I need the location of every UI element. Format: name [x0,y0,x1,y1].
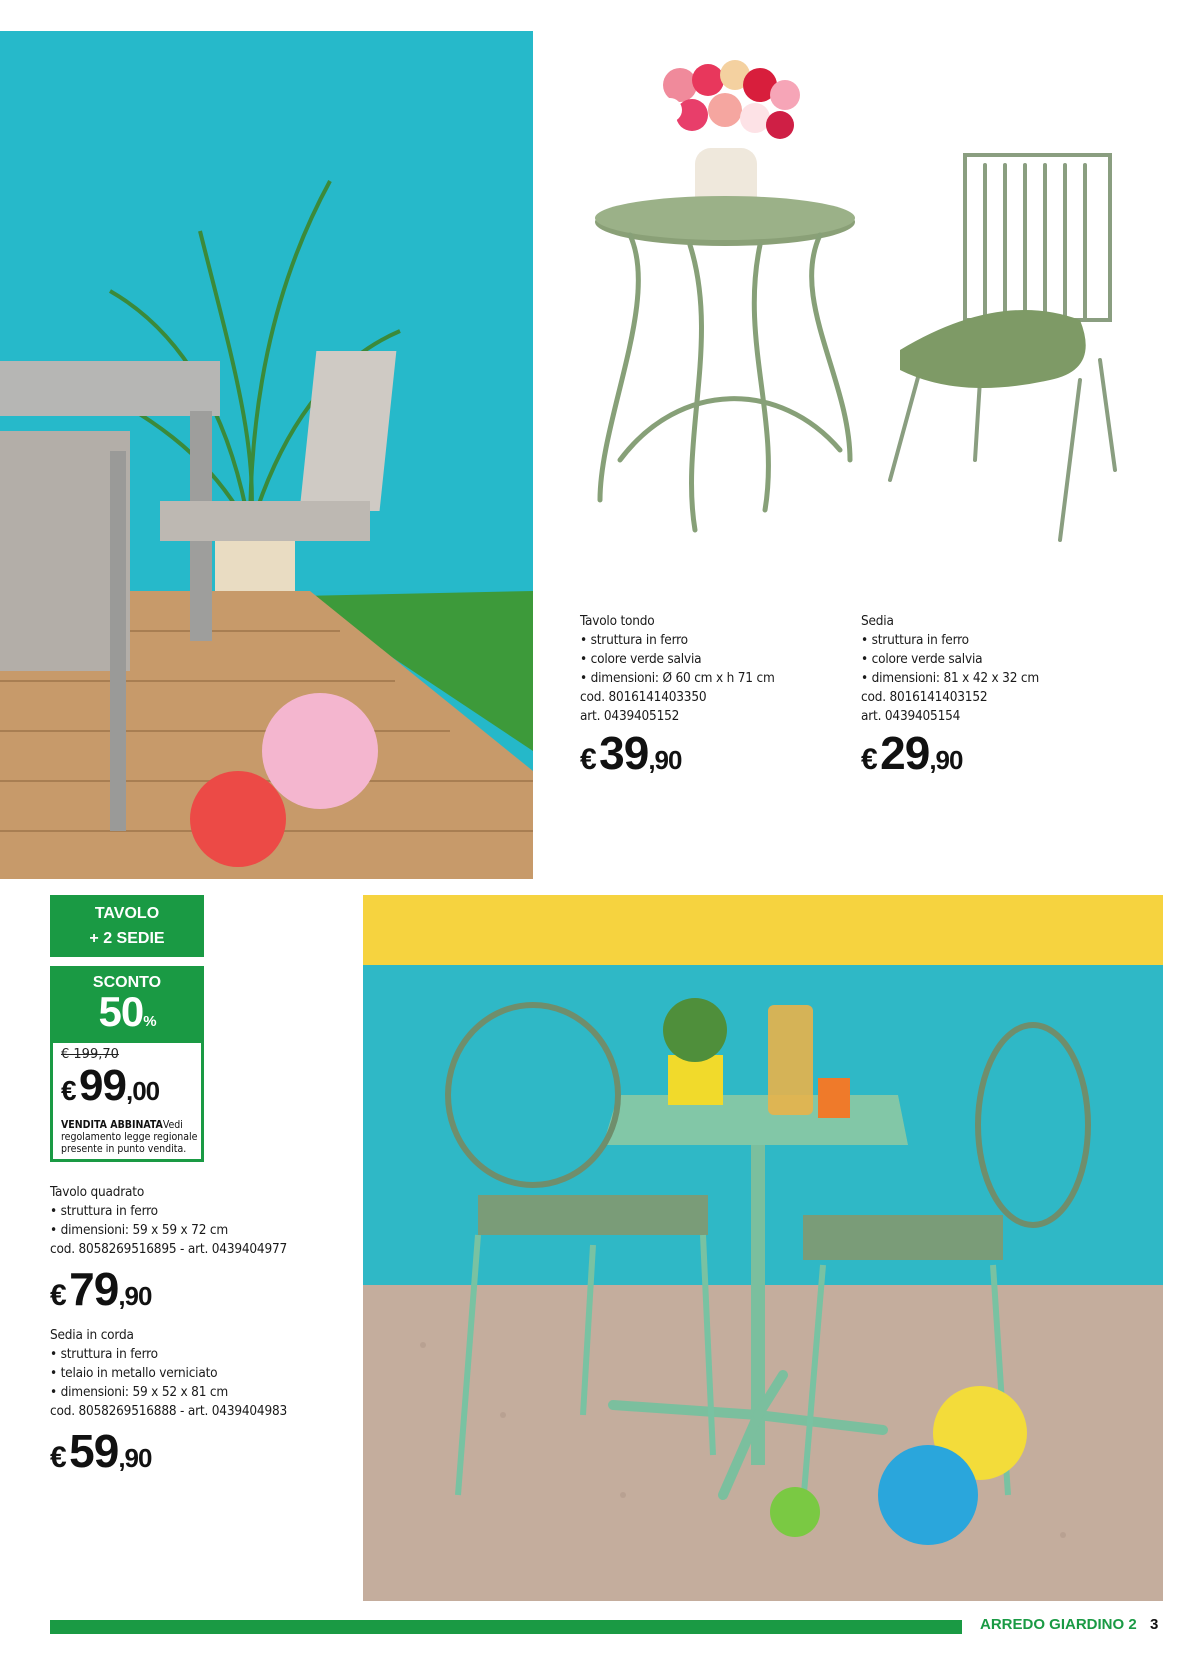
bundle-badge [50,895,204,957]
feature-item: • telaio in metallo verniciato [50,1365,218,1381]
page-number: 3 [1150,1616,1159,1633]
bundle-note-bold: VENDITA ABBINATA [61,1119,163,1131]
price-integer: 59 [69,1425,119,1477]
price-decimal: ,90 [929,745,963,775]
product-code: cod. 8058269516895 - art. 0439404977 [50,1241,288,1257]
price-decimal: ,90 [648,745,682,775]
discount-unit: % [143,1013,156,1030]
bundle-line-1: TAVOLO [94,905,160,922]
feature-item: • struttura in ferro [861,632,969,648]
currency-symbol: € [861,743,877,776]
garden-set-photo [0,31,533,879]
product-code: cod. 8016141403350 [580,689,707,705]
feature-item: • struttura in ferro [580,632,688,648]
discount-banner [53,969,201,1043]
product-code: cod. 8016141403152 [861,689,988,705]
discount-label: SCONTO [92,974,162,991]
square-table-info [50,1183,287,1259]
price-integer: 39 [599,727,649,779]
price-decimal: ,90 [118,1281,152,1311]
price-integer: 29 [880,727,930,779]
round-table-info [580,612,775,726]
currency-symbol: € [61,1075,76,1106]
bistro-set-photo [363,895,1163,1601]
product-name: Sedia in corda [50,1327,134,1343]
rope-chair-info [50,1326,287,1421]
price-integer: 79 [69,1263,119,1315]
chair-info [861,612,1039,726]
product-name: Sedia [861,613,894,629]
product-name: Tavolo tondo [580,613,655,629]
feature-item: • dimensioni: 59 x 52 x 81 cm [50,1384,228,1400]
product-name: Tavolo quadrato [50,1184,145,1200]
old-price: € 199,70 [61,1047,119,1062]
bundle-note [61,1119,201,1155]
chair-price [861,726,962,780]
rope-chair-price [50,1424,151,1478]
feature-item: • struttura in ferro [50,1203,158,1219]
footer-bar [50,1620,962,1634]
feature-item: • colore verde salvia [580,651,702,667]
price-decimal: ,00 [125,1076,160,1106]
bistro-table-and-chair-image [580,40,1180,600]
feature-item: • dimensioni: Ø 60 cm x h 71 cm [580,670,775,686]
article-number: art. 0439405152 [580,708,680,724]
discount-box [50,966,204,1162]
feature-item: • dimensioni: 81 x 42 x 32 cm [861,670,1039,686]
price-integer: 99 [79,1061,126,1110]
section-title: ARREDO GIARDINO 2 [980,1616,1137,1633]
currency-symbol: € [50,1441,66,1474]
product-code: cod. 8058269516888 - art. 0439404983 [50,1403,288,1419]
currency-symbol: € [580,743,596,776]
bundle-line-2: + 2 SEDIE [89,930,165,947]
feature-item: • dimensioni: 59 x 59 x 72 cm [50,1222,228,1238]
price-decimal: ,90 [118,1443,152,1473]
article-number: art. 0439405154 [861,708,961,724]
round-table-price [580,726,681,780]
feature-item: • colore verde salvia [861,651,983,667]
bundle-price [61,1061,159,1111]
feature-item: • struttura in ferro [50,1346,158,1362]
square-table-price [50,1262,151,1316]
currency-symbol: € [50,1279,66,1312]
bundle-note-text: Vedi regolamento legge regionale presente in punto vendita. [61,1119,198,1155]
discount-value: 50 [98,988,144,1035]
